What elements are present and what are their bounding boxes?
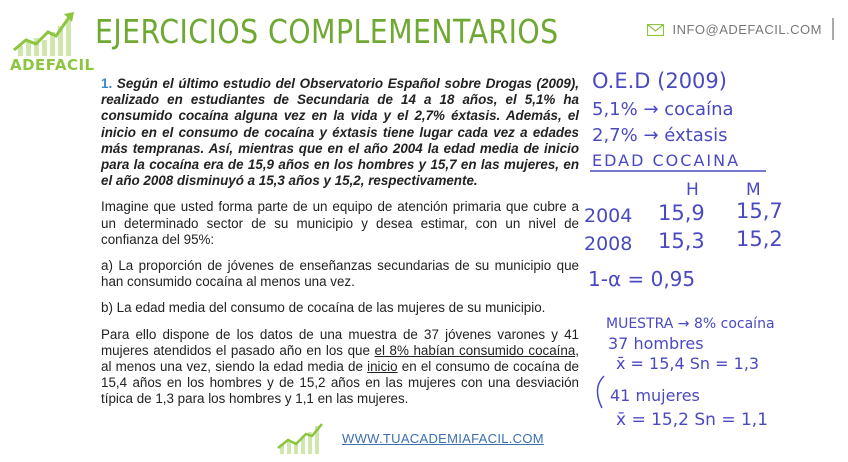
question-a: a) La proporción de jóvenes de enseñanzas secundarias de su municipio que han consumido cocaína al menos una vez. xyxy=(101,258,579,290)
data-text-3: en el consumo de cocaína de 15,4 años en los hombres y de 15,2 años en las mujeres con una desviación típica de 1,3 para los hombres y 1,1 en las mujeres. xyxy=(101,359,579,407)
note-edad-cocaina: EDAD COCAINA xyxy=(592,151,741,170)
exercise-text xyxy=(101,76,579,418)
exercise-statement xyxy=(101,76,579,189)
note-confidence: 1-α = 0,95 xyxy=(588,267,696,291)
note-cocaina: 5,1% → cocaína xyxy=(592,99,734,120)
page-title: EJERCICIOS COMPLEMENTARIOS xyxy=(95,12,559,51)
footer-website-link[interactable]: WWW.TUACADEMIAFACIL.COM xyxy=(342,430,544,446)
note-muestra: MUESTRA → 8% cocaína xyxy=(606,316,775,332)
logo-text: ADEFACIL xyxy=(10,56,95,74)
note-2008-h: 15,3 xyxy=(658,229,705,253)
note-brace xyxy=(597,376,604,408)
context-paragraph: Imagine que usted forma parte de un equipo de atención primaria que cubre a un determinado sector de su municipio y desea estimar, con un nivel de confianza del 95%: xyxy=(101,199,579,247)
envelope-icon xyxy=(647,24,664,36)
data-text-2: al menos una vez, siendo la edad media de xyxy=(101,359,368,375)
statement-text: Según el último estudio del Observatorio Español sobre Drogas (2009), realizado en estudiantes de Secundaria de 14 a 18 años, el 5,1% ha consumido cocaína alguna vez en la vida y el 2,7% éxtasis. Además, el inicio en el consumo de cocaína y éxtasis tiene lugar cada vez a edades más tempranas. Así, mientras que en el año 2004 la edad media de inicio para la cocaína era de 15,9 años en los hombres y 15,7 en las mujeres, en el año 2008 disminuyó a 15,3 años y 15,2, respectivamente. xyxy=(101,76,579,189)
header-divider xyxy=(832,18,834,40)
note-hombres-stats: x̄ = 15,4 Sn = 1,3 xyxy=(616,354,760,373)
data-text-1: Para ello dispone de los datos de una muestra de 37 jóvenes varones y 41 mujeres atendidos el pasado año en los que xyxy=(101,326,579,358)
note-col-m: M xyxy=(746,180,761,200)
note-oed: O.E.D (2009) xyxy=(592,69,727,93)
note-2008-m: 15,2 xyxy=(736,227,783,251)
note-year-2008: 2008 xyxy=(584,233,633,255)
handwritten-notes xyxy=(580,58,848,448)
note-2004-m: 15,7 xyxy=(736,199,783,223)
note-2004-h: 15,9 xyxy=(658,201,705,225)
growth-chart-icon xyxy=(276,420,326,456)
note-col-h: H xyxy=(686,180,699,200)
data-paragraph xyxy=(101,327,579,408)
footer xyxy=(276,420,544,456)
note-year-2004: 2004 xyxy=(584,205,633,227)
contact-email[interactable] xyxy=(647,22,822,37)
note-mujeres: 41 mujeres xyxy=(610,386,700,405)
email-text[interactable]: INFO@ADEFACIL.COM xyxy=(672,22,822,37)
underlined-inicio: inicio xyxy=(367,359,398,375)
note-extasis: 2,7% → éxtasis xyxy=(592,125,728,146)
underlined-percentage: el 8% habían consumido cocaína, xyxy=(374,342,580,358)
question-b: b) La edad media del consumo de cocaína de las mujeres de su municipio. xyxy=(101,300,546,316)
note-mujeres-stats: x̄ = 15,2 Sn = 1,1 xyxy=(616,410,769,430)
exercise-number: 1. xyxy=(101,76,113,91)
note-hombres: 37 hombres xyxy=(608,334,704,353)
